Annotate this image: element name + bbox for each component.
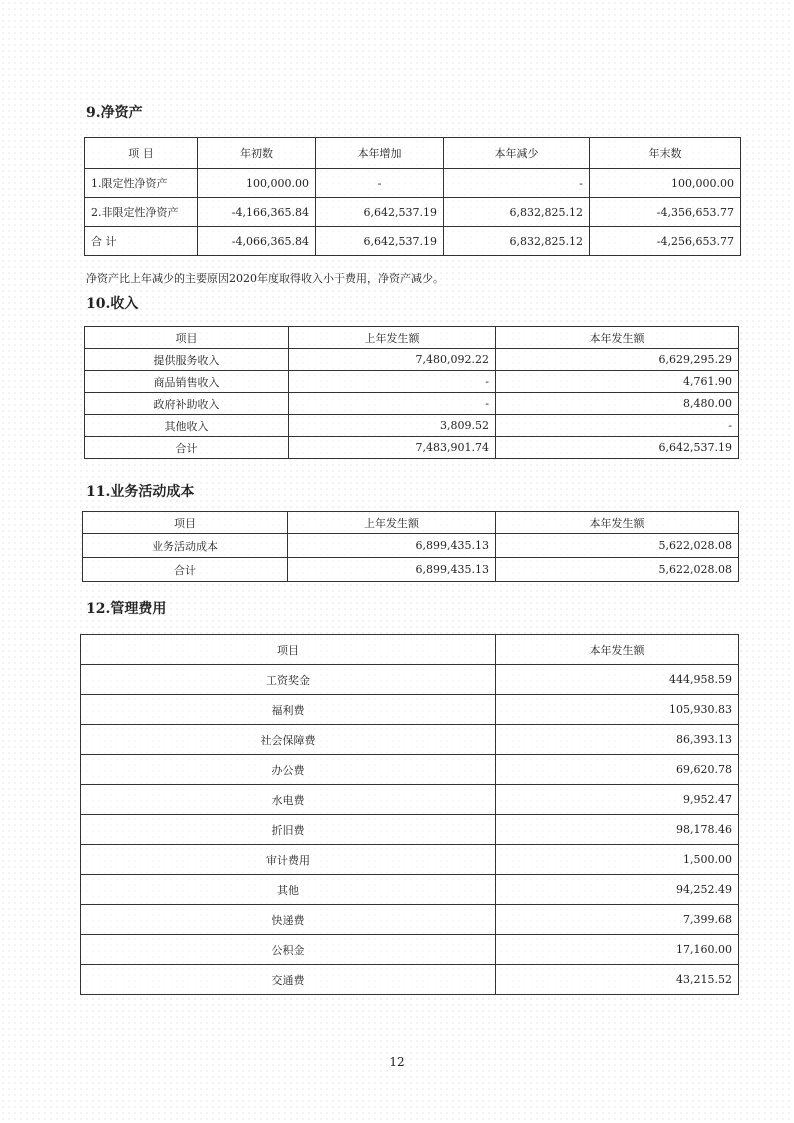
table-row [81, 755, 739, 785]
cell-value: 86,393.13 [496, 725, 739, 755]
table-row [85, 349, 739, 371]
header-cell: 本年增加 [316, 138, 444, 169]
cell-value: 6,642,537.19 [496, 437, 739, 459]
row-label: 政府补助收入 [85, 393, 289, 415]
table-row [81, 905, 739, 935]
header-cell: 本年发生额 [496, 635, 739, 665]
row-label: 福利费 [81, 695, 496, 725]
row-label: 其他收入 [85, 415, 289, 437]
cell-value: 17,160.00 [496, 935, 739, 965]
table-row-total [83, 558, 739, 582]
row-label: 工资奖金 [81, 665, 496, 695]
table-row [81, 695, 739, 725]
net-assets-heading: 9.净资产 [86, 105, 143, 121]
cell-value: -4,256,653.77 [590, 227, 741, 256]
net-assets-note: 净资产比上年减少的主要原因2020年度取得收入小于费用，净资产减少。 [86, 272, 444, 285]
cell-value: - [316, 169, 444, 198]
header-cell: 上年发生额 [289, 327, 496, 349]
table-row [85, 371, 739, 393]
admin-expense-heading: 12.管理费用 [86, 601, 167, 617]
cell-value: 5,622,028.08 [496, 558, 739, 582]
header-cell: 项目 [81, 635, 496, 665]
row-label: 水电费 [81, 785, 496, 815]
cell-value: 7,399.68 [496, 905, 739, 935]
table-row [85, 415, 739, 437]
table-row [83, 534, 739, 558]
header-cell: 上年发生额 [288, 512, 496, 534]
table-row [81, 815, 739, 845]
row-label: 社会保障费 [81, 725, 496, 755]
admin-expense-table [80, 634, 739, 995]
cell-value: 444,958.59 [496, 665, 739, 695]
cell-value: 9,952.47 [496, 785, 739, 815]
header-cell: 项目 [83, 512, 288, 534]
cell-value: 98,178.46 [496, 815, 739, 845]
row-label: 2.非限定性净资产 [85, 198, 198, 227]
cell-value: 94,252.49 [496, 875, 739, 905]
page-number: 12 [389, 1055, 405, 1069]
cell-value: - [289, 393, 496, 415]
cell-value: 7,480,092.22 [289, 349, 496, 371]
row-label: 公积金 [81, 935, 496, 965]
table-row [81, 665, 739, 695]
business-cost-table [82, 511, 739, 582]
row-label: 合计 [83, 558, 288, 582]
table-header-row [83, 512, 739, 534]
cell-value: 69,620.78 [496, 755, 739, 785]
cell-value: 6,832,825.12 [444, 227, 590, 256]
cell-value: 6,629,295.29 [496, 349, 739, 371]
table-header-row [85, 138, 741, 169]
cell-value: - [289, 371, 496, 393]
cell-value: 6,642,537.19 [316, 198, 444, 227]
cell-value: -4,066,365.84 [198, 227, 316, 256]
cell-value: - [444, 169, 590, 198]
cell-value: 7,483,901.74 [289, 437, 496, 459]
net-assets-table [84, 137, 741, 256]
table-row-total [85, 437, 739, 459]
cell-value: 6,642,537.19 [316, 227, 444, 256]
table-row [81, 725, 739, 755]
header-cell: 本年减少 [444, 138, 590, 169]
business-cost-heading: 11.业务活动成本 [86, 484, 195, 500]
cell-value: 3,809.52 [289, 415, 496, 437]
header-cell: 年末数 [590, 138, 741, 169]
cell-value: 6,832,825.12 [444, 198, 590, 227]
table-row [81, 875, 739, 905]
row-label: 交通费 [81, 965, 496, 995]
header-cell: 项 目 [85, 138, 198, 169]
cell-value: 1,500.00 [496, 845, 739, 875]
cell-value: 6,899,435.13 [288, 534, 496, 558]
cell-value: -4,356,653.77 [590, 198, 741, 227]
cell-value: 100,000.00 [590, 169, 741, 198]
income-heading: 10.收入 [86, 296, 139, 312]
table-header-row [85, 327, 739, 349]
cell-value: - [496, 415, 739, 437]
cell-value: 5,622,028.08 [496, 534, 739, 558]
header-cell: 年初数 [198, 138, 316, 169]
cell-value: 4,761.90 [496, 371, 739, 393]
table-row [85, 169, 741, 198]
row-label: 审计费用 [81, 845, 496, 875]
row-label: 折旧费 [81, 815, 496, 845]
header-cell: 本年发生额 [496, 512, 739, 534]
row-label: 业务活动成本 [83, 534, 288, 558]
cell-value: 8,480.00 [496, 393, 739, 415]
table-row [81, 965, 739, 995]
table-row [81, 785, 739, 815]
row-label: 办公费 [81, 755, 496, 785]
table-row-total [85, 227, 741, 256]
row-label: 1.限定性净资产 [85, 169, 198, 198]
table-row [85, 393, 739, 415]
table-row [85, 198, 741, 227]
row-label: 快递费 [81, 905, 496, 935]
table-row [81, 845, 739, 875]
table-row [81, 935, 739, 965]
income-table [84, 326, 739, 459]
header-cell: 项目 [85, 327, 289, 349]
cell-value: -4,166,365.84 [198, 198, 316, 227]
row-label: 商品销售收入 [85, 371, 289, 393]
cell-value: 100,000.00 [198, 169, 316, 198]
cell-value: 43,215.52 [496, 965, 739, 995]
row-label: 其他 [81, 875, 496, 905]
header-cell: 本年发生额 [496, 327, 739, 349]
cell-value: 105,930.83 [496, 695, 739, 725]
row-label: 合计 [85, 437, 289, 459]
row-label: 合 计 [85, 227, 198, 256]
cell-value: 6,899,435.13 [288, 558, 496, 582]
table-header-row [81, 635, 739, 665]
row-label: 提供服务收入 [85, 349, 289, 371]
